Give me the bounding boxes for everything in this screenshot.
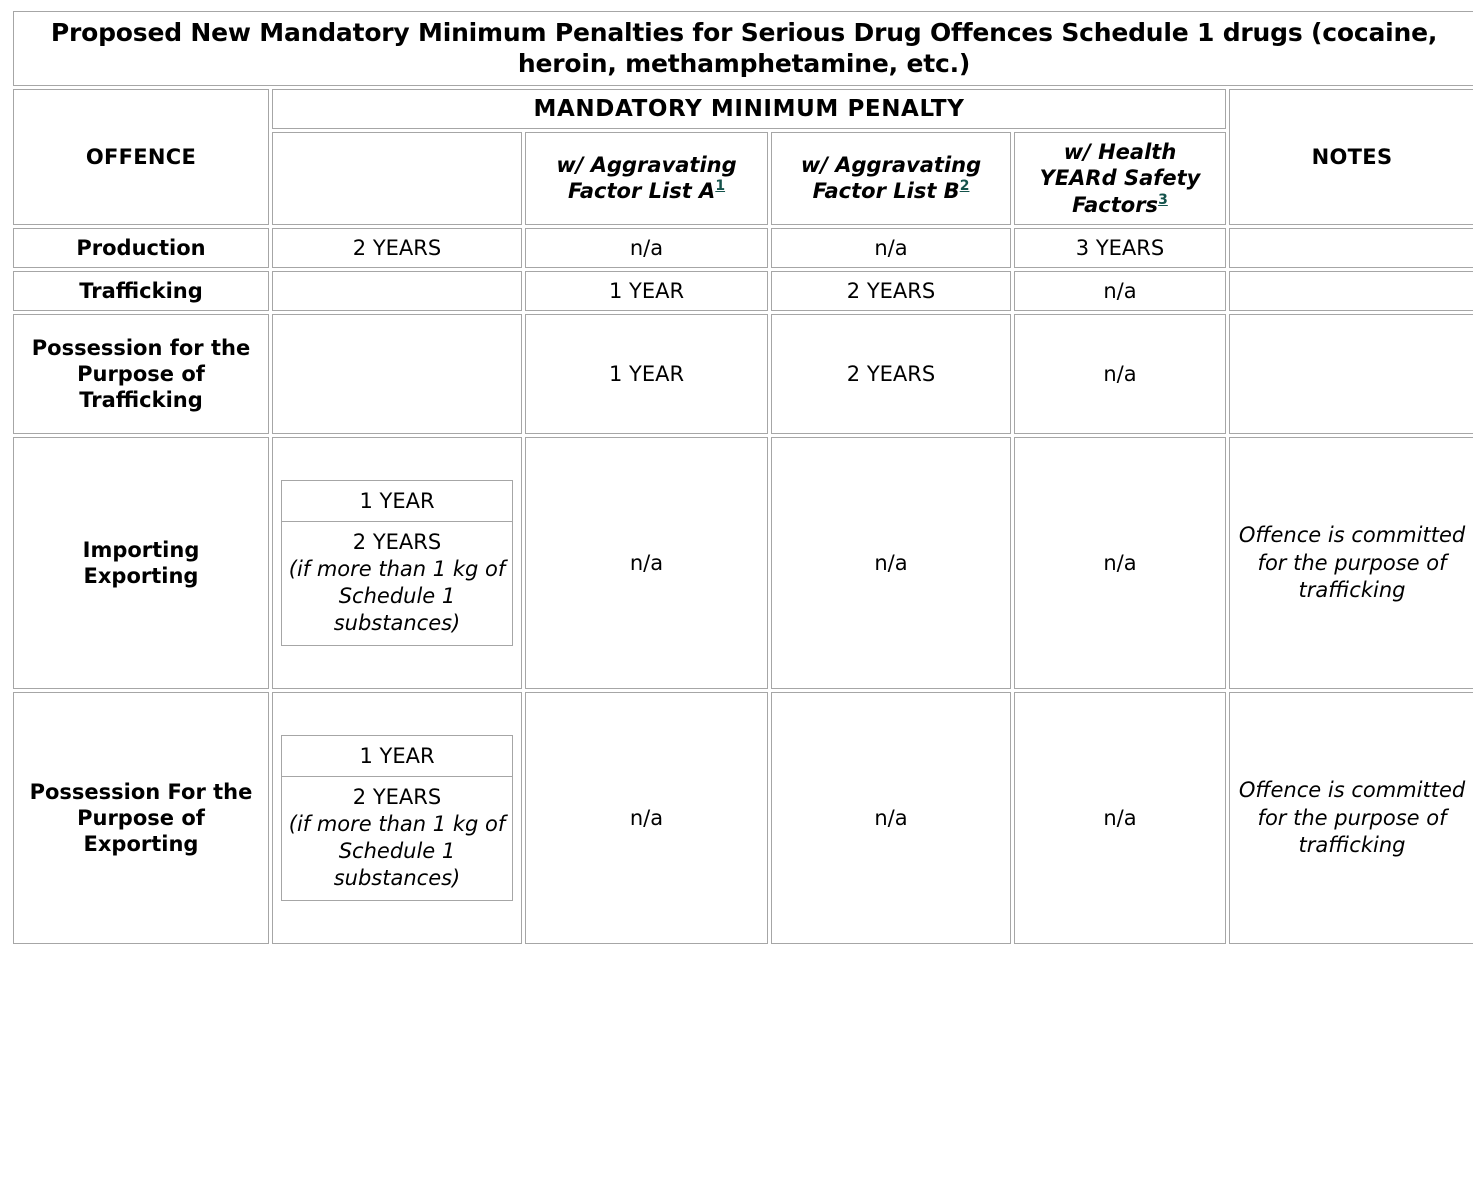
table-row [13,437,1473,689]
penalties-table [10,8,1473,947]
penalty-base-bottom [281,521,513,646]
offence-name: Importing Exporting [13,437,269,689]
penalty-base-bottom-qualifier: (if more than 1 kg of Schedule 1 substances) [288,557,506,636]
header-column-health-safety-label: w/ Health YEARd Safety Factors [1039,140,1201,217]
penalty-list-a: n/a [525,228,768,268]
penalty-list-b: n/a [771,692,1011,944]
penalty-base-bottom-qualifier: (if more than 1 kg of Schedule 1 substances) [288,812,506,891]
header-offence: OFFENCE [13,89,269,225]
penalty-base-bottom-value: 2 YEARS [352,785,442,810]
table-row [13,228,1473,268]
penalty-base-subtable [281,735,513,901]
penalty-list-a: n/a [525,692,768,944]
penalty-base: 2 YEARS [272,228,522,268]
row-notes [1229,314,1473,434]
table-row [13,692,1473,944]
penalty-list-a: 1 YEAR [525,271,768,311]
footnote-ref-1[interactable]: 1 [715,178,726,195]
penalty-health-safety: n/a [1014,314,1226,434]
header-column-health-safety [1014,132,1226,225]
penalty-health-safety: 3 YEARS [1014,228,1226,268]
header-column-list-b-label: w/ Aggravating Factor List B [800,153,982,204]
penalty-base-top: 1 YEAR [281,735,513,776]
offence-name: Production [13,228,269,268]
table-row [13,271,1473,311]
row-notes: Offence is committed for the purpose of trafficking [1229,437,1473,689]
row-notes: Offence is committed for the purpose of trafficking [1229,692,1473,944]
penalty-list-a: n/a [525,437,768,689]
penalty-list-b: 2 YEARS [771,314,1011,434]
document-title: Proposed New Mandatory Minimum Penalties for Serious Drug Offences Schedule 1 drugs (cocaine, heroin, methamphetamine, etc.) [13,11,1473,86]
penalty-list-b: 2 YEARS [771,271,1011,311]
header-mandatory-minimum-penalty: MANDATORY MINIMUM PENALTY [272,89,1226,129]
header-row-top [13,89,1473,129]
offence-name: Possession for the Purpose of Trafficking [13,314,269,434]
header-column-list-b [771,132,1011,225]
table-row [13,314,1473,434]
penalty-base-subtable [281,480,513,646]
header-column-base [272,132,522,225]
penalty-base-split [272,437,522,689]
penalty-list-b: n/a [771,228,1011,268]
header-column-list-a-label: w/ Aggravating Factor List A [556,153,737,204]
row-notes [1229,228,1473,268]
penalty-list-a: 1 YEAR [525,314,768,434]
penalty-health-safety: n/a [1014,271,1226,311]
penalty-base-top: 1 YEAR [281,480,513,521]
penalty-health-safety: n/a [1014,692,1226,944]
header-column-list-a [525,132,768,225]
penalty-base-bottom [281,776,513,901]
penalty-health-safety: n/a [1014,437,1226,689]
penalty-list-b: n/a [771,437,1011,689]
row-notes [1229,271,1473,311]
penalty-base-split [272,692,522,944]
penalty-base-bottom-value: 2 YEARS [352,530,442,555]
header-notes: NOTES [1229,89,1473,225]
title-row [13,11,1473,86]
footnote-ref-2[interactable]: 2 [959,178,970,195]
penalty-base [272,314,522,434]
penalty-base [272,271,522,311]
offence-name: Trafficking [13,271,269,311]
footnote-ref-3[interactable]: 3 [1158,191,1168,208]
offence-name: Possession For the Purpose of Exporting [13,692,269,944]
